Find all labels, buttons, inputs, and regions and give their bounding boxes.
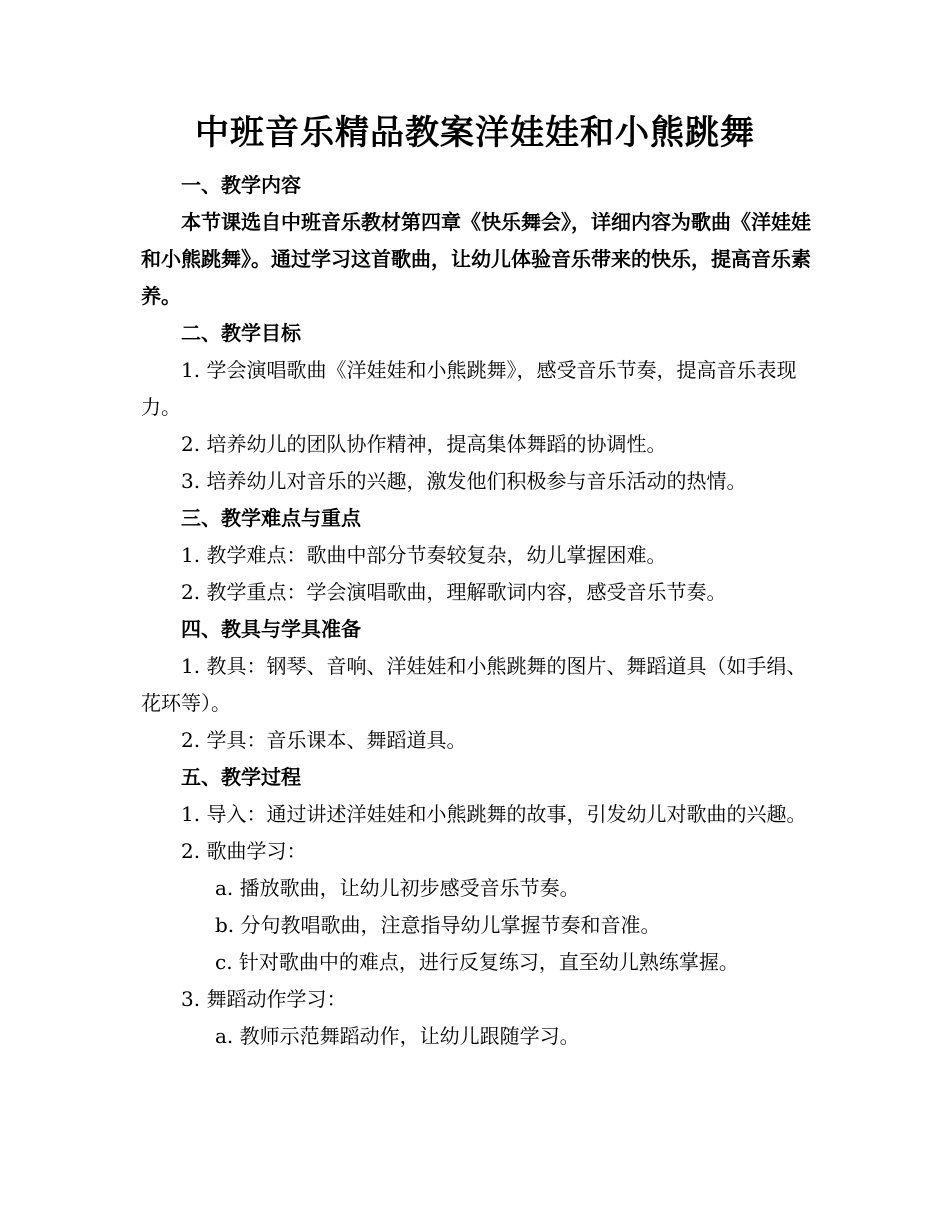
objective-item-2: 2. 培养幼儿的团队协作精神，提高集体舞蹈的协调性。	[181, 432, 667, 456]
process-subitem-2c: c. 针对歌曲中的难点，进行反复练习，直至幼儿熟练掌握。	[215, 950, 739, 974]
key-point-item-1: 1. 教学难点：歌曲中部分节奏较复杂，幼儿掌握困难。	[181, 543, 667, 567]
document-title: 中班音乐精品教案洋娃娃和小熊跳舞	[195, 113, 755, 153]
document-body	[141, 167, 811, 1055]
section-heading-materials: 四、教具与学具准备	[181, 617, 361, 641]
key-point-item-2: 2. 教学重点：学会演唱歌曲，理解歌词内容，感受音乐节奏。	[181, 580, 727, 604]
section-content-paragraph: 本节课选自中班音乐教材第四章《快乐舞会》，详细内容为歌曲《洋娃娃和小熊跳舞》。通过学习这首歌曲，让幼儿体验音乐带来的快乐，提高音乐素养。	[141, 210, 811, 308]
section-heading-objectives: 二、教学目标	[181, 321, 301, 345]
section-heading-content: 一、教学内容	[181, 173, 301, 197]
materials-item-2: 2. 学具：音乐课本、舞蹈道具。	[181, 728, 467, 752]
process-subitem-2a: a. 播放歌曲，让幼儿初步感受音乐节奏。	[215, 876, 580, 900]
section-heading-key-points: 三、教学难点与重点	[181, 506, 361, 530]
process-item-1: 1. 导入：通过讲述洋娃娃和小熊跳舞的故事，引发幼儿对歌曲的兴趣。	[181, 802, 807, 826]
materials-item-1: 1. 教具：钢琴、音响、洋娃娃和小熊跳舞的图片、舞蹈道具（如手绢、花环等）。	[141, 654, 807, 715]
process-item-3: 3. 舞蹈动作学习：	[181, 987, 347, 1011]
section-heading-process: 五、教学过程	[181, 765, 301, 789]
objective-item-3: 3. 培养幼儿对音乐的兴趣，激发他们积极参与音乐活动的热情。	[181, 469, 747, 493]
objective-item-1: 1. 学会演唱歌曲《洋娃娃和小熊跳舞》，感受音乐节奏，提高音乐表现力。	[141, 358, 797, 419]
process-item-2: 2. 歌曲学习：	[181, 839, 307, 863]
process-subitem-2b: b. 分句教唱歌曲，注意指导幼儿掌握节奏和音准。	[215, 913, 661, 937]
process-subitem-3a: a. 教师示范舞蹈动作，让幼儿跟随学习。	[215, 1024, 580, 1048]
